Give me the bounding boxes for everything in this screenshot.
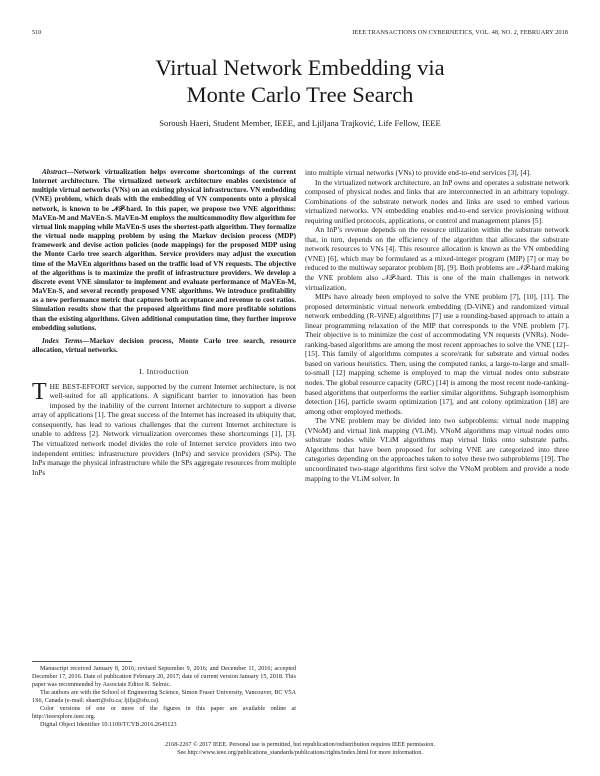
page-number: 510: [32, 29, 42, 36]
footnote-rule: [32, 661, 132, 662]
body-paragraph-2: In the virtualized network architecture, an InP owns and operates a substrate network composed of physical nodes and links that are interconnected in an arbitrary topology. Combinations of the substrate network nodes and links are used to embed various virtualized networks. VN embedding enables end-to-end service provisioning without requiring unified protocols, applications, or control and management planes [5].: [305, 177, 569, 225]
title-line-1: Virtual Network Embedding via: [155, 55, 445, 80]
author-line: Soroush Haeri, Student Member, IEEE, and Ljiljana Trajković, Life Fellow, IEEE: [159, 118, 441, 128]
index-terms-text: Markov decision process, Monte Carlo tree search, resource allocation, virtual networks.: [32, 336, 296, 354]
running-header: [32, 28, 568, 38]
copyright-line-2: See http://www.ieee.org/publications_standards/publications/rights/index.html for more information.: [177, 750, 423, 756]
title-line-2: Monte Carlo Tree Search: [186, 82, 414, 107]
abstract-text: Network virtualization helps overcome shortcomings of the current Internet architecture. The virtualized network architecture enables coexistence of multiple virtual networks (VNs) on an existing physical infrastructure. VN embedding (VNE) problem, which deals with the embedding of VN components onto a physical network, is known to be 𝒩𝒫-hard. In this paper, we propose two VNE algorithms: MaVEn-M and MaVEn-S. MaVEn-M employs the multicommodity flow algorithm for virtual link mapping while MaVEn-S uses the shortest-path algorithm. They formalize the virtual node mapping problem by using the Markov decision process (MDP) framework and devise action policies (node mappings) for the proposed MDP using the Monte Carlo tree search algorithm. Service providers may adjust the execution time of the MaVEn algorithms based on the traffic load of VN requests. The objective of the algorithms is to maximize the profit of infrastructure providers. We develop a discrete event VNE simulator to implement and evaluate performance of MaVEn-M, MaVEn-S, and several recently proposed VNE algorithms. We introduce profitability as a new performance metric that captures both acceptance and revenue to cost ratios. Simulation results show that the proposed algorithms find more profitable solutions than the existing algorithms. Given additional computation time, they further improve embedding solutions.: [32, 168, 296, 332]
copyright-notice: [32, 741, 568, 757]
body-paragraph-4: MIPs have already been employed to solve the VNE problem [7], [10], [11]. The proposed deterministic virtual network embedding (D-ViNE) and randomized virtual network embedding (R-ViNE) algorithms [7] use a rounding-based approach to attain a linear programming relaxation of the MIP that corresponds to the VNE problem [7]. Their objective is to minimize the cost of accommodating VN requests (VNRs). Node-ranking-based algorithms are among the most recent approaches to solve the VNE [12]–[15]. This family of algorithms computes a score/rank for substrate and virtual nodes based on various heuristics. Then, using the computed ranks, a large-to-large and small-to-small [12] mapping scheme is employed to map the virtual nodes onto substrate nodes. The global resource capacity (GRC) [14] is among the most recent node-ranking-based algorithms that outperforms the earlier similar algorithms. Subgraph isomorphism detection [16], particle swarm optimization [17], and ant colony optimization [18] are among other employed methods.: [305, 292, 569, 416]
abstract-label: Abstract—: [42, 168, 74, 176]
footnote-manuscript: Manuscript received January 8, 2016; revised September 9, 2016; and December 11, 2016; accepted December 17, 2016. Date of publication February 20, 2017; date of current version January 15, 2018. This paper was recommended by Associate Editor R. Selmic.: [32, 665, 296, 688]
footnotes: [32, 661, 296, 729]
footnote-color: Color versions of one or more of the figures in this paper are available online at http://ieeexplore.ieee.org.: [32, 705, 296, 720]
index-terms: [32, 337, 296, 355]
body-paragraph-3: An InP’s revenue depends on the resource utilization within the substrate network that, in turn, depends on the efficiency of the algorithm that allocates the substrate network resources to VNs [4]. This resource allocation is known as the VN embedding (VNE) [6], which may be formulated as a mixed-integer program (MIP) [7] or may be reduced to the multiway separator problem [8], [9]. Both problems are 𝒩𝒫-hard making the VNE problem also 𝒩𝒫-hard. This is one of the main challenges in network virtualization.: [305, 225, 569, 292]
left-column: [32, 168, 296, 477]
section-heading-introduction: I. Introduction: [139, 367, 189, 377]
body-paragraph-1: into multiple virtual networks (VNs) to provide end-to-end services [3], [4].: [305, 168, 531, 177]
footnote-affiliation: The authors are with the School of Engineering Science, Simon Fraser University, Vancouver, BC V5A 1S6, Canada (e-mail: shaeri@sfu.ca; ljilja@sfu.ca).: [32, 689, 296, 704]
abstract: [32, 168, 296, 333]
drop-cap: T: [32, 378, 47, 405]
right-column: [305, 168, 569, 483]
intro-text: service, supported by the current Internet architecture, is not well-suited for all applications. A significant barrier to innovation has been imposed by the inability of the current Internet architecture to support a diverse array of applications [1]. The great success of the Internet has increased its ubiquity that, consequently, has lead to various challenges that the current Internet architecture is unable to address [2]. Network virtualization overcomes these shortcomings [1], [3]. The virtualized network model divides the role of Internet service providers into two independent entities: infrastructure providers (InPs) and service providers (SPs). The InPs manage the physical infrastructure while the SPs aggregate resources from multiple InPs: [32, 381, 296, 477]
intro-caps: HE BEST-EFFORT: [49, 381, 110, 391]
index-terms-label: Index Terms—: [42, 336, 90, 345]
journal-header: IEEE TRANSACTIONS ON CYBERNETICS, VOL. 48, NO. 2, FEBRUARY 2018: [352, 29, 568, 36]
paper-title: [32, 54, 568, 108]
footnote-doi: Digital Object Identifier 10.1109/TCYB.2016.2645123: [40, 721, 177, 728]
intro-paragraph: [32, 378, 296, 477]
body-paragraph-5: The VNE problem may be divided into two subproblems: virtual node mapping (VNoM) and virtual link mapping (VLiM). VNoM algorithms map virtual nodes onto substrate nodes while VLiM algorithms map virtual links onto substrate paths. Algorithms that have been proposed for solving VNE are categorized into three categories depending on the approaches taken to solve these two subproblems [19]. The uncoordinated two-stage algorithms first solve the VNoM problem and provide a node mapping to the VLiM solver. In: [305, 416, 569, 483]
copyright-line-1: 2168-2267 © 2017 IEEE. Personal use is permitted, but republication/redistribution requires IEEE permission.: [165, 742, 435, 748]
